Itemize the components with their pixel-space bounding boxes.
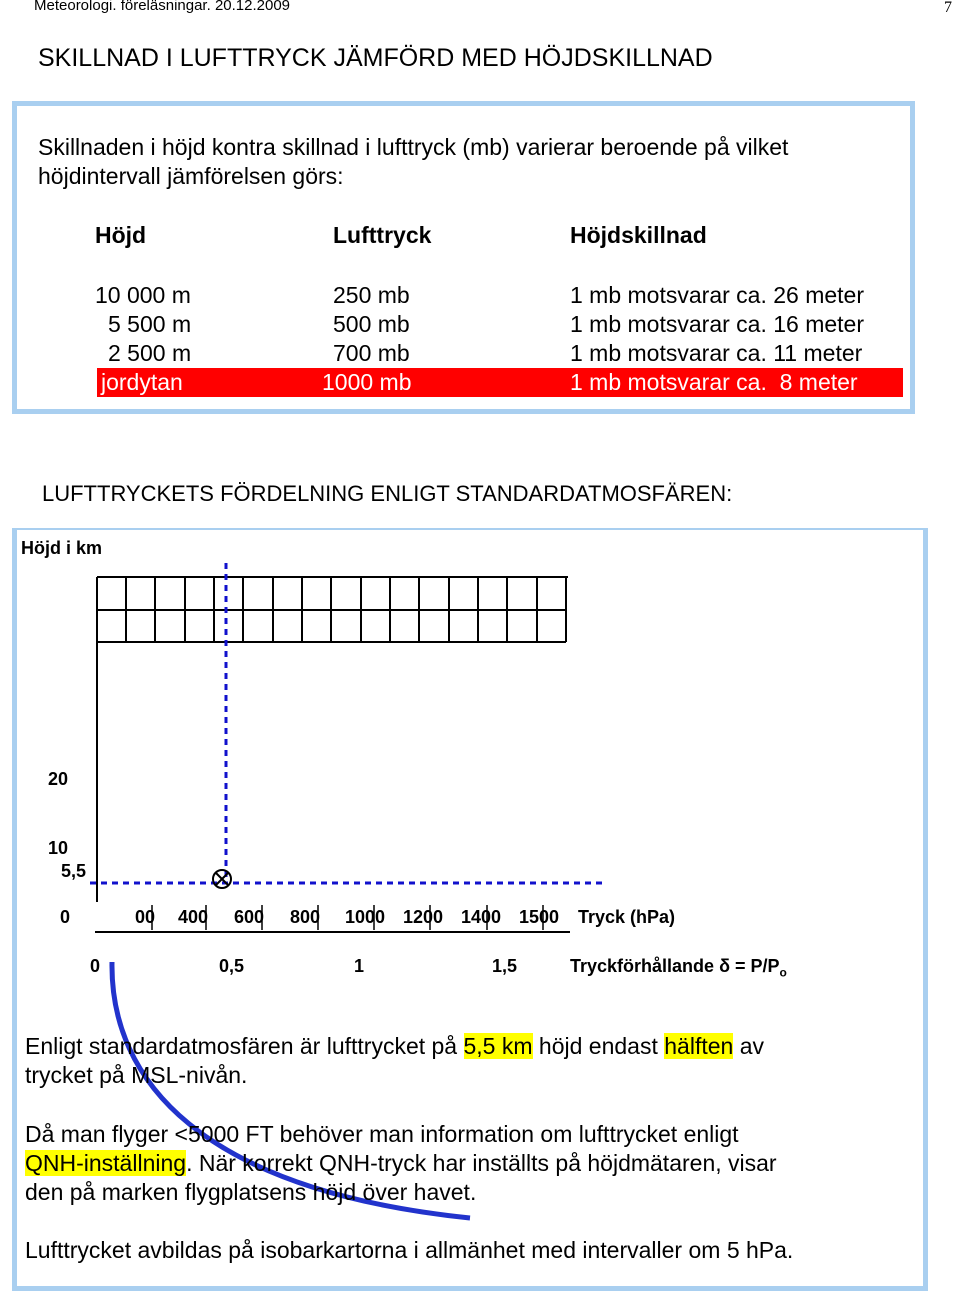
ratio-tick-label: 0,5	[219, 956, 245, 976]
ratio-axis-label	[570, 956, 787, 980]
paragraph-2-line-3: den på marken flygplatsens höjd över havet.	[25, 1179, 477, 1205]
highlight-text: 5,5 km	[463, 1033, 533, 1059]
text-span: . När korrekt QNH-tryck har inställts på höjdmätaren, visar	[186, 1150, 777, 1176]
paragraph-2-line-1: Då man flyger <5000 FT behöver man information om lufttrycket enligt	[25, 1121, 739, 1147]
page-number: 7	[944, 0, 952, 16]
table-cell-height: 5 500 m	[108, 311, 192, 337]
table-cell-pressure: 1000 mb	[322, 369, 412, 395]
page-title: SKILLNAD I LUFTTRYCK JÄMFÖRD MED HÖJDSKILLNAD	[38, 44, 713, 72]
x-axis-label: Tryck (hPa)	[578, 907, 676, 927]
ratio-label-text: Tryckförhållande	[570, 956, 715, 976]
x-tick-label: 00	[135, 907, 156, 927]
col-header-diff: Höjdskillnad	[570, 222, 707, 248]
graph-grid	[95, 577, 570, 932]
paragraph-3: Lufttrycket avbildas på isobarkartorna i allmänhet med intervaller om 5 hPa.	[25, 1237, 794, 1263]
highlight-text: hälften	[664, 1033, 734, 1059]
ratio-formula: δ = P/P	[719, 956, 780, 976]
intro-line-1: Skillnaden i höjd kontra skillnad i lufttryck (mb) varierar beroende på vilket	[38, 134, 789, 160]
table-cell-diff: 1 mb motsvarar ca. 16 meter	[570, 311, 864, 337]
y-tick-label: 10	[48, 838, 69, 858]
x-tick-label: 800	[290, 907, 321, 927]
table-cell-diff: 1 mb motsvarar ca. 26 meter	[570, 282, 864, 308]
y-tick-label: 20	[48, 769, 69, 789]
col-header-pressure: Lufttryck	[333, 222, 432, 248]
table-cell-height: 2 500 m	[108, 340, 192, 366]
graph-y-axis-label: Höjd i km	[21, 538, 103, 558]
intro-line-2: höjdintervall jämförelsen görs:	[38, 163, 344, 189]
table-cell-diff: 1 mb motsvarar ca. 8 meter	[570, 369, 858, 395]
section-title: LUFTTRYCKETS FÖRDELNING ENLIGT STANDARDATMOSFÄREN:	[42, 481, 733, 506]
paragraph-1-line-1	[25, 1033, 764, 1060]
text-span: av	[733, 1033, 764, 1059]
ratio-tick-label: 0	[90, 956, 101, 976]
ratio-tick-label: 1	[354, 956, 365, 976]
table-cell-pressure: 500 mb	[333, 311, 410, 337]
table-cell-diff: 1 mb motsvarar ca. 11 meter	[570, 340, 863, 366]
paragraph-1-line-2: trycket på MSL-nivån.	[25, 1062, 248, 1088]
x-tick-label: 600	[234, 907, 265, 927]
x-tick-label: 1200	[403, 907, 444, 927]
circle-x-icon	[213, 870, 231, 888]
text-span: Enligt standardatmosfären är lufttrycket på	[25, 1033, 464, 1059]
y-tick-label: 0	[60, 907, 71, 927]
x-tick-label: 1400	[461, 907, 502, 927]
table-cell-height: 10 000 m	[95, 282, 191, 308]
x-tick-label: 400	[178, 907, 209, 927]
x-tick-label: 1000	[345, 907, 386, 927]
text-span: höjd endast	[532, 1033, 665, 1059]
highlight-text: QNH-inställning	[25, 1150, 187, 1176]
y-tick-label: 5,5	[61, 861, 87, 881]
document-header: Meteorologi. föreläsningar. 20.12.2009	[34, 0, 291, 14]
x-tick-label: 1500	[519, 907, 560, 927]
ratio-tick-label: 1,5	[492, 956, 518, 976]
col-header-height: Höjd	[95, 222, 147, 248]
table-cell-height: jordytan	[101, 369, 183, 395]
table-cell-pressure: 250 mb	[333, 282, 410, 308]
table-cell-pressure: 700 mb	[333, 340, 410, 366]
paragraph-2-line-2	[25, 1150, 777, 1177]
ratio-subscript: o	[779, 965, 787, 980]
